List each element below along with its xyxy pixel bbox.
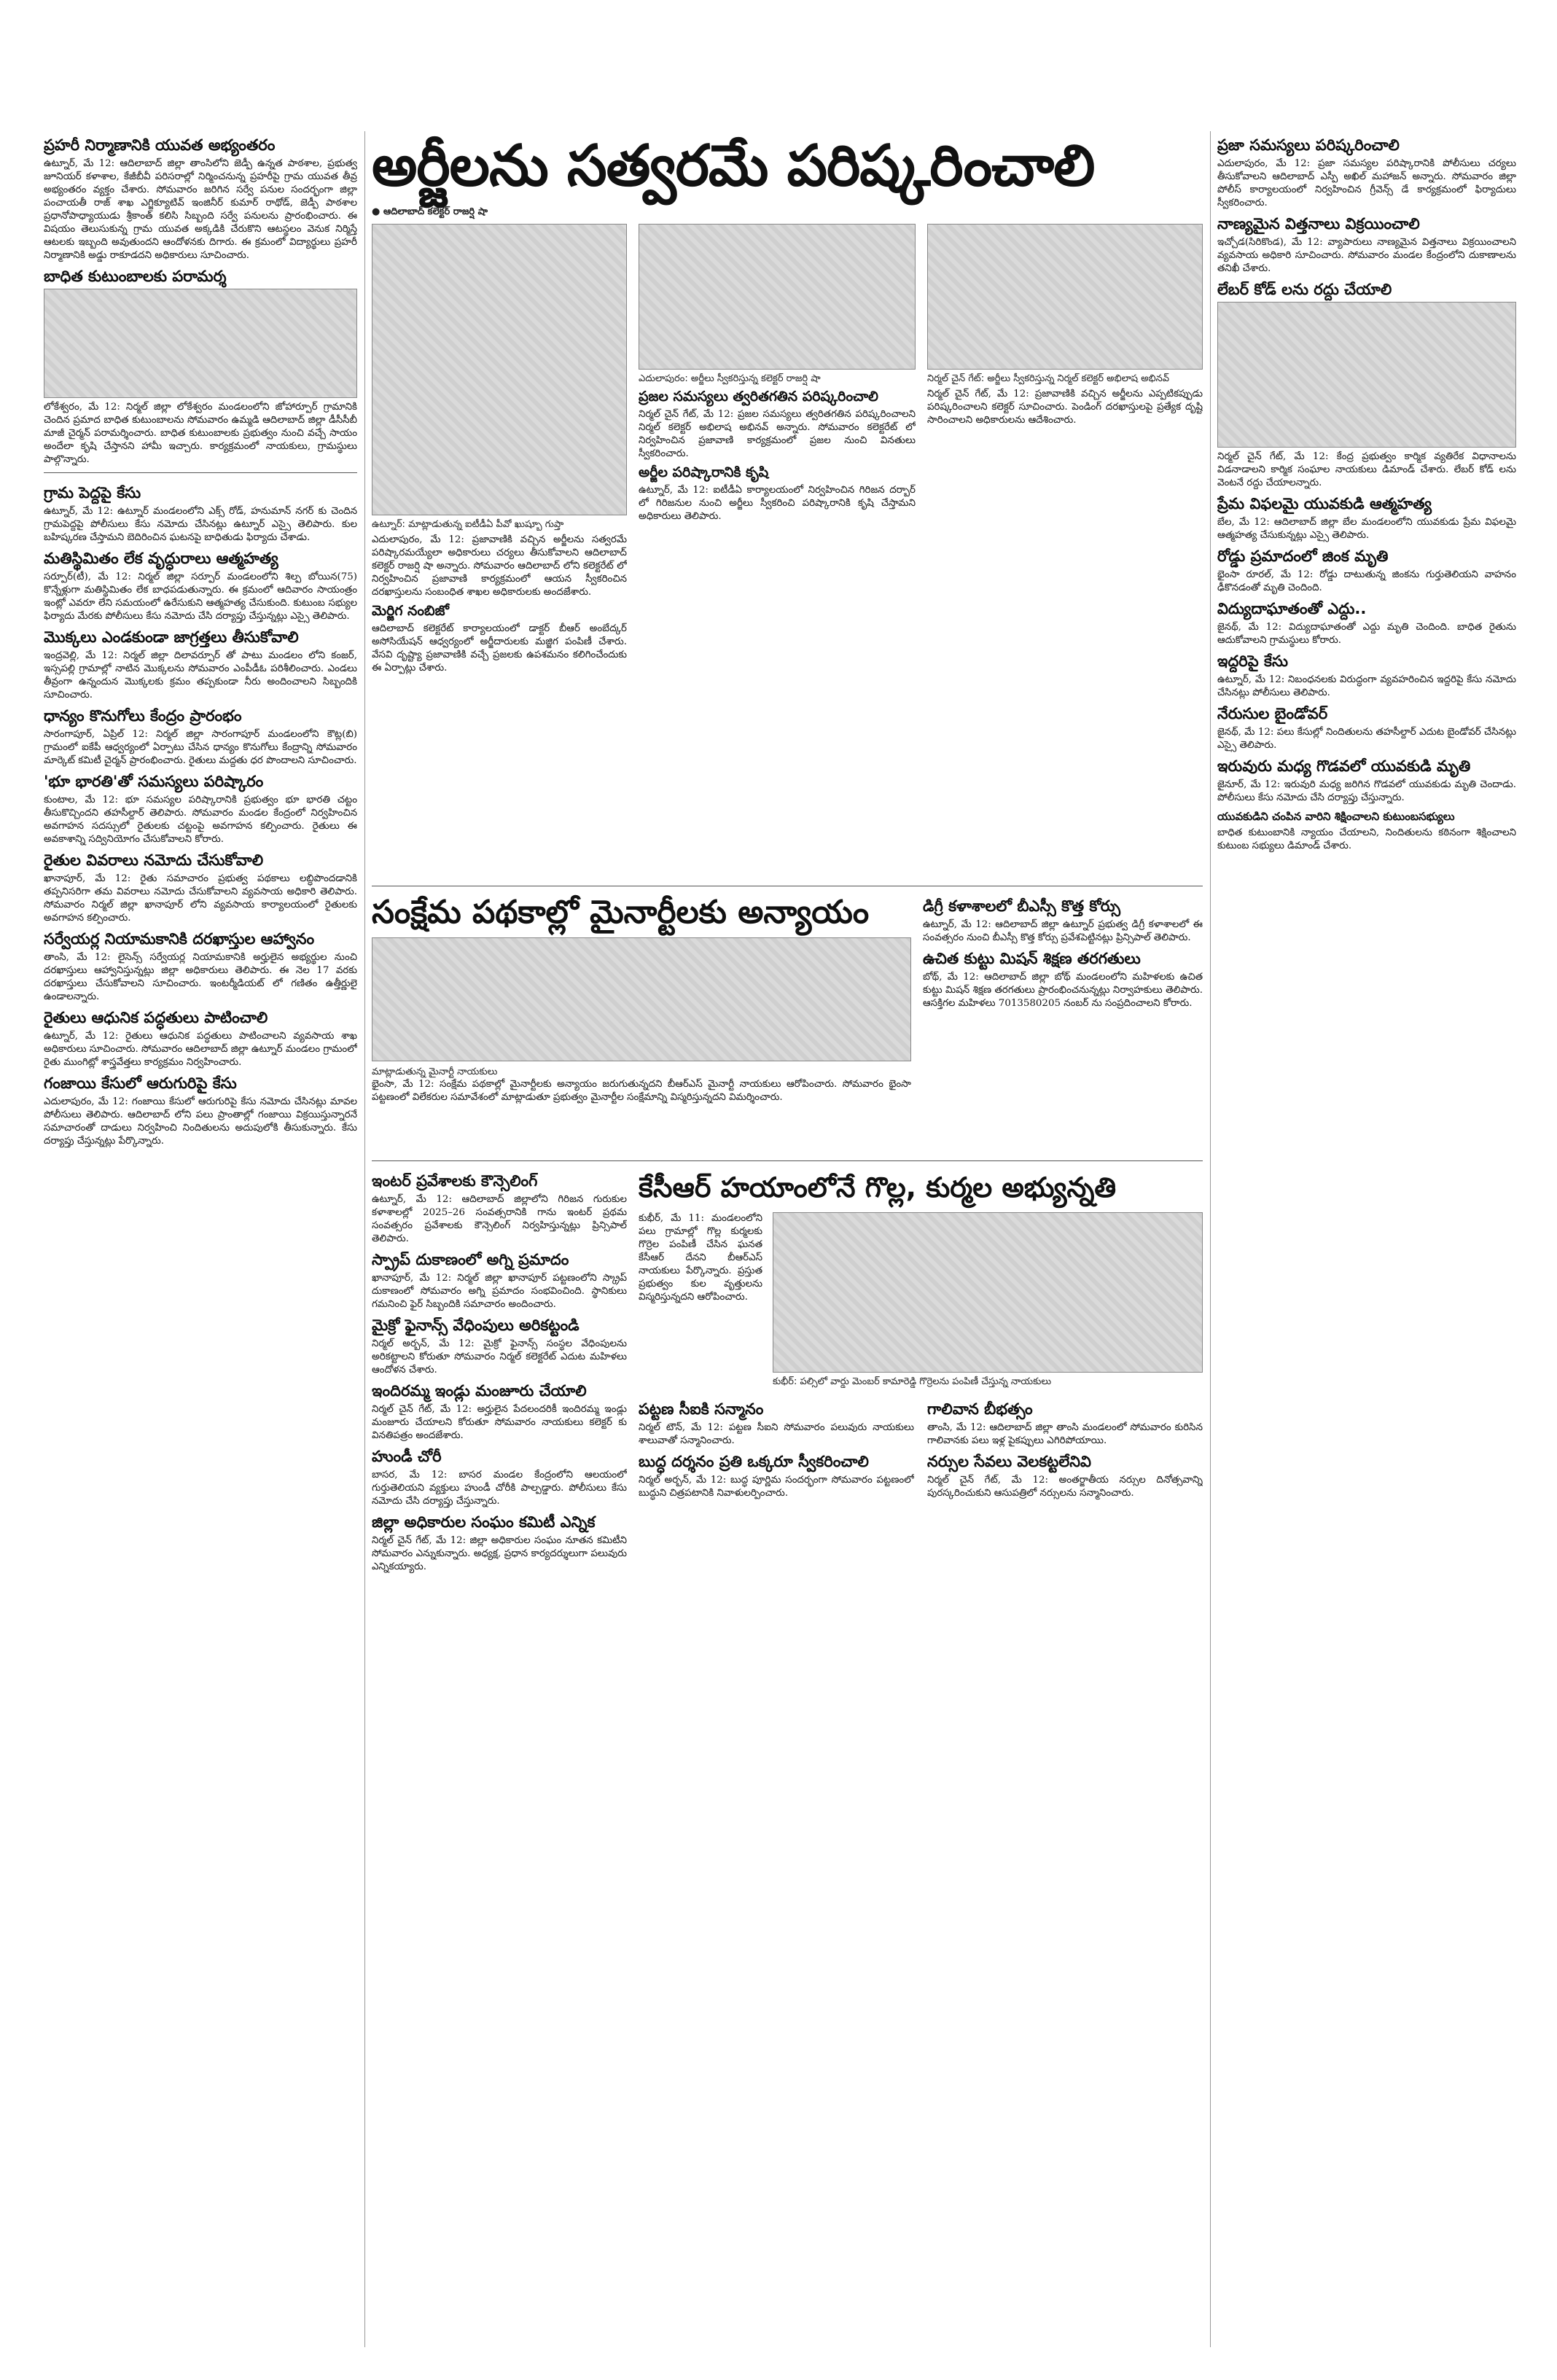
article-body: తాంసి, మే 12: ఆదిలాబాద్ జిల్లా తాంసి మండలంలో సోమవారం కురిసిన గాలివానకు పలు ఇళ్ల పైకప్పులు ఎగిరిపోయాయి. [927, 1422, 1203, 1446]
article-body: ఖానాపూర్, మే 12: నిర్మల్ జిల్లా ఖానాపూర్ పట్టణంలోని స్క్రాప్ దుకాణంలో సోమవారం అగ్ని ప్రమాదం సంభవించింది. స్థానికులు గమనించి ఫైర్ సిబ్బందికి సమాచారం అందించారు. [372, 1273, 627, 1310]
article-headline: మొక్కలు ఎండకుండా జాగ్రత్తలు తీసుకోవాలి [44, 628, 299, 646]
article-body: నిర్మల్ అర్బన్, మే 12: మైక్రో ఫైనాన్స్ సంస్థల వేధింపులను అరికట్టాలని కోరుతూ సోమవారం నిర్మల్ కలెక్టరేట్ ఎదుట మహిళలు ఆందోళన చేశారు. [372, 1338, 627, 1376]
article-body: సారంగాపూర్, ఏప్రిల్ 12: నిర్మల్ జిల్లా సారంగాపూర్ మండలంలోని కౌట్ల(బి) గ్రామంలో ఐకేపీ ఆధ్వర్యంలో ఏర్పాటు చేసిన ధాన్యం కొనుగోలు కేంద్రాన్ని సోమవారం మార్కెట్ కమిటీ చైర్మన్ ప్రారంభించారు. రైతులు మద్దతు ధర పొందాలని సూచించారు. [44, 729, 357, 766]
lower-right [639, 1167, 1203, 2347]
article-body: ఎదులాపురం, మే 12: గంజాయి కేసులో ఆరుగురిపై కేసు నమోదు చేసినట్లు మావల పోలీసులు తెలిపారు. ఆదిలాబాద్ లోని పలు ప్రాంతాల్లో గంజాయి విక్రయిస్తున్నారనే సమాచారంతో దాడులు నిర్వహించి నిందితులను అదుపులోకి తీసుకున్నారు. కేసు దర్యాప్తు చేస్తున్నట్లు పేర్కొన్నారు. [44, 1096, 357, 1147]
article [44, 545, 357, 623]
article-body: నిర్మల్ చైన్ గేట్, మే 12: జిల్లా అధికారుల సంఘం నూతన కమిటీని సోమవారం ఎన్నుకున్నారు. అధ్యక్ష, ప్రధాన కార్యదర్శులుగా పలువురు ఎన్నికయ్యారు. [372, 1535, 627, 1572]
lead-headline: అర్జీలను సత్వరమే పరిష్కరించాలి [372, 133, 1095, 199]
left-column [44, 131, 357, 2347]
lower-left [372, 1167, 627, 2347]
article-body: ఉట్నూర్, మే 12: ఆదిలాబాద్ జిల్లా ఉట్నూర్ ప్రభుత్వ డిగ్రీ కళాశాలలో ఈ సంవత్సరం నుంచి బీఎస్సీ కొత్త కోర్సు ప్రవేశపెట్టినట్లు ప్రిన్సిపాల్ తెలిపారు. [923, 919, 1203, 943]
article-body: కుభీర్, మే 11: మండలంలోని పలు గ్రామాల్లో గొల్ల కుర్మలకు గొర్రెల పంపిణీ చేసిన ఘనత కేసీఆర్ దేనని బీఆర్ఎస్ నాయకులు పేర్కొన్నారు. ప్రస్తుత ప్రభుత్వం కుల వృత్తులను విస్మరిస్తున్నదని ఆరోపించారు. [639, 1213, 762, 1303]
article-headline: గాలివాన బీభత్సం [927, 1400, 1033, 1418]
article-headline: జిల్లా అధికారుల సంఘం కమిటీ ఎన్నిక [372, 1513, 596, 1531]
article-body: నిర్మల్ చైన్ గేట్, మే 12: ప్రజావాణికి వచ్చిన అర్జీలను ఎప్పటికప్పుడు పరిష్కరించాలని కలెక్టర్ సూచించారు. పెండింగ్ దరఖాస్తులపై ప్రత్యేక దృష్టి సారించాలని అధికారులను ఆదేశించారు. [927, 389, 1203, 426]
article [44, 479, 357, 545]
column-rule [1210, 131, 1211, 2347]
article-body: నిర్మల్ చైన్ గేట్, మే 12: కేంద్ర ప్రభుత్వం కార్మిక వ్యతిరేక విధానాలను విడనాడాలని కార్మిక సంఘాల నాయకులు డిమాండ్ చేశారు. లేబర్ కోడ్ లను వెంటనే రద్దు చేయాలన్నారు. [1217, 451, 1516, 488]
article-body: భైంసా రూరల్, మే 12: రోడ్డు దాటుతున్న జింకను గుర్తుతెలియని వాహనం ఢీకొనడంతో మృతి చెందింది. [1217, 569, 1516, 593]
newspaper-page [44, 131, 1516, 2347]
article [44, 702, 357, 768]
lower-right-col-a [639, 1395, 914, 1500]
minority-story [372, 892, 1203, 1155]
article-headline: హుండీ చోరీ [372, 1448, 442, 1465]
article-headline: ప్రేమ విఫలమై యువకుడి ఆత్మహత్య [1217, 495, 1432, 512]
article [44, 768, 357, 846]
article-body: బాధిత కుటుంబానికి న్యాయం చేయాలని, నిందితులను కఠినంగా శిక్షించాలని కుటుంబ సభ్యులు డిమాండ్ చేశారు. [1217, 827, 1516, 851]
article-headline: రైతులు ఆధునిక పద్ధతులు పాటించాలి [44, 1009, 268, 1026]
article [44, 1004, 357, 1069]
article-body: బోథ్, మే 12: ఆదిలాబాద్ జిల్లా బోథ్ మండలంలోని మహిళలకు ఉచిత కుట్టు మిషన్ శిక్షణ తరగతులు ప్రారంభించనున్నట్లు నిర్వాహకులు తెలిపారు. ఆసక్తిగల మహిళలు 7013580205 నంబర్ ను సంప్రదించాలని కోరారు. [923, 972, 1203, 1009]
lead-middle [639, 224, 916, 880]
news-photo [372, 224, 627, 515]
lead-story [372, 224, 1203, 880]
article-body: నిర్మల్ చైన్ గేట్, మే 12: అంతర్జాతీయ నర్సుల దినోత్సవాన్ని పురస్కరించుకుని ఆసుపత్రిలో నర్సులను సన్మానించారు. [927, 1475, 1203, 1499]
article-body: బేల, మే 12: ఆదిలాబాద్ జిల్లా బేల మండలంలోని యువకుడు ప్రేమ విఫలమై ఆత్మహత్య చేసుకున్నట్లు ఎస్సై తెలిపారు. [1217, 517, 1516, 541]
article-body: తాంసి, మే 12: లైసెన్స్ సర్వేయర్ల నియామకానికి అర్హులైన అభ్యర్థుల నుంచి దరఖాస్తులు ఆహ్వానిస్తున్నట్లు జిల్లా అధికారులు తెలిపారు. ఈ నెల 17 వరకు దరఖాస్తులు చేసుకోవాలని సూచించారు. ఇంటర్మీడియట్ లో గణితం ఉత్తీర్ణులై ఉండాలన్నారు. [44, 952, 357, 1002]
article-headline: ప్రహరీ నిర్మాణానికి యువత అభ్యంతరం [44, 136, 276, 154]
article-headline: సర్వేయర్ల నియామకానికి దరఖాస్తుల ఆహ్వానం [44, 930, 315, 948]
article-headline: గంజాయి కేసులో ఆరుగురిపై కేసు [44, 1074, 237, 1092]
article-headline: ఉచిత కుట్టు మిషన్ శిక్షణ తరగతులు [923, 950, 1141, 967]
article-headline: గ్రామ పెద్దపై కేసు [44, 484, 141, 502]
photo-caption: ఎదులాపురం: అర్జీలు స్వీకరిస్తున్న కలెక్టర్ రాజర్షి షా [639, 373, 821, 384]
article [1217, 131, 1516, 210]
article-headline: నర్సుల సేవలు వెలకట్టలేనివి [927, 1453, 1091, 1470]
divider [44, 472, 357, 473]
article-body: కుంటాల, మే 12: భూ సమస్యల పరిష్కారానికి ప్రభుత్వం భూ భారతి చట్టం తీసుకొచ్చిందని తహసీల్దార్ తెలిపారు. సోమవారం మండల కేంద్రంలో నిర్వహించిన అవగాహన సదస్సులో రైతులకు చట్టంపై అవగాహన కల్పించారు. రైతులు ఈ అవకాశాన్ని సద్వినియోగం చేసుకోవాలని కోరారు. [44, 795, 357, 845]
news-photo [639, 224, 916, 370]
article [1217, 700, 1516, 752]
right-column [1217, 131, 1516, 2347]
photo-caption: కుభీర్: పల్సిలో వార్డు మెంబర్ కామారెడ్డి గొర్రెలను పంపిణీ చేస్తున్న నాయకులు [773, 1376, 1052, 1387]
article-headline: ఇరువురు మధ్య గొడవలో యువకుడి మృతి [1217, 757, 1471, 775]
news-photo [372, 937, 911, 1061]
article-body: నిర్మల్ చైన్ గేట్, మే 12: ప్రజల సమస్యలు త్వరితగతిన పరిష్కరించాలని నిర్మల్ కలెక్టర్ అభిలాష అభినవ్ అన్నారు. సోమవారం కలెక్టరేట్ లో నిర్వహించిన ప్రజావాణి కార్యక్రమంలో ప్రజల నుంచి వినతులు స్వీకరించారు. [639, 409, 916, 459]
article-body: ఉట్నూర్, మే 12: ఆదిలాబాద్ జిల్లాలోని గిరిజన గురుకుల కళాశాలల్లో 2025–26 సంవత్సరానికి గాను ఇంటర్ ప్రథమ సంవత్సరం ప్రవేశాలకు కౌన్సెలింగ్ నిర్వహిస్తున్నట్లు ప్రిన్సిపాల్ తెలిపారు. [372, 1194, 627, 1244]
article-body: ఉట్నూర్, మే 12: నిబంధనలకు విరుద్ధంగా వ్యవహరించిన ఇద్దరిపై కేసు నమోదు చేసినట్లు పోలీసులు తెలిపారు. [1217, 674, 1516, 698]
article-body: బాసర, మే 12: బాసర మండల కేంద్రంలోని ఆలయంలో గుర్తుతెలియని వ్యక్తులు హుండీ చోరీకి పాల్పడ్డారు. పోలీసులు కేసు నమోదు చేసి దర్యాప్తు చేస్తున్నారు. [372, 1470, 627, 1507]
article-headline: ఇద్దరిపై కేసు [1217, 652, 1288, 670]
news-photo [773, 1212, 1203, 1373]
article-headline: నేరుసుల బైండోవర్ [1217, 705, 1328, 722]
minority-main [372, 892, 911, 1155]
article-body: జైనథ్, మే 12: పలు కేసుల్లో నిందితులను తహసీల్దార్ ఎదుట బైండోవర్ చేసినట్లు ఎస్సై తెలిపారు. [1217, 727, 1516, 751]
article [1217, 647, 1516, 700]
news-photo [1217, 302, 1516, 448]
article-body: నిర్మల్ చైన్ గేట్, మే 12: అర్హులైన పేదలందరికీ ఇందిరమ్మ ఇండ్లు మంజూరు చేయాలని కోరుతూ సోమవారం నాయకులు కలెక్టర్ కు వినతిపత్రం అందజేశారు. [372, 1404, 627, 1441]
article-body: భైంసా, మే 12: సంక్షేమ పథకాల్లో మైనార్టీలకు అన్యాయం జరుగుతున్నదని బీఆర్ఎస్ మైనార్టీ నాయకులు ఆరోపించారు. సోమవారం భైంసా పట్టణంలో విలేకరుల సమావేశంలో మాట్లాడుతూ ప్రభుత్వం మైనార్టీల సంక్షేమాన్ని విస్మరిస్తున్నదని విమర్శించారు. [372, 1079, 911, 1103]
article [1217, 542, 1516, 595]
article [44, 1069, 357, 1148]
article-headline: ఇంటర్ ప్రవేశాలకు కౌన్సెలింగ్ [372, 1172, 538, 1190]
article-headline: రైతుల వివరాలు నమోదు చేసుకోవాలి [44, 851, 264, 869]
article [44, 925, 357, 1004]
sub-headline: అర్జీల పరిష్కారానికి కృషి [639, 464, 769, 480]
article-headline: ఇందిరమ్మ ఇండ్లు మంజూరు చేయాలి [372, 1382, 587, 1400]
article-body: ఉట్నూర్, మే 12: ఆదిలాబాద్ జిల్లా తాంసిలోని జెడ్పీ ఉన్నత పాఠశాల, ప్రభుత్వ జూనియర్ కళాశాల, కేజీబీవీ పరిసరాల్లో నిర్మించనున్న ప్రహరీపై గ్రామ యువత తీవ్ర అభ్యంతరం వ్యక్తం చేశారు. సోమవారం జరిగిన సర్వే పనుల సందర్భంగా జిల్లా పంచాయతీ రాజ్ శాఖ ఎగ్జిక్యూటివ్ ఇంజినీర్ కుమార్ రాథోడ్, జెడ్పీ పాఠశాల ప్రధానోపాధ్యాయుడు శ్రీకాంత్ కలిసి సిబ్బంది సర్వే పనులను ప్రారంభించారు. ఈ విషయం తెలుసుకున్న గ్రామ యువత అక్కడికి చేరుకొని ఆటస్థలం వెనుక నిర్మిస్తే ఆటలకు ఇబ్బంది అవుతుందని ఆందోళనకు దిగారు. ఈ క్రమంలో విద్యార్థులు ప్రహరీ నిర్మాణానికి అడ్డు రాకూడదని అధికారులు సూచించారు. [44, 158, 357, 261]
article [1217, 490, 1516, 542]
article [44, 846, 357, 925]
kcr-story [639, 1212, 1203, 1388]
article-headline: 'భూ భారతి'తో సమస్యలు పరిష్కారం [44, 773, 264, 790]
article-body: ఖానాపూర్, మే 12: రైతు సమాచారం ప్రభుత్వ పథకాలు లబ్ధిపొందడానికి తప్పనిసరిగా తమ వివరాలు నమోదు చేసుకోవాలని వ్యవసాయ అధికారి తెలిపారు. సోమవారం నిర్మల్ జిల్లా ఖానాపూర్ లోని వ్యవసాయ కార్యాలయంలో రైతులకు అవగాహన కల్పించారు. [44, 873, 357, 924]
article-body: నిర్మల్ అర్బన్, మే 12: బుద్ధ పూర్ణిమ సందర్భంగా సోమవారం పట్టణంలో బుద్ధుని చిత్రపటానికి నివాళులర్పించారు. [639, 1475, 914, 1499]
article [1217, 276, 1516, 490]
news-photo [44, 289, 357, 398]
photo-caption: నిర్మల్ చైన్ గేట్: అర్జీలు స్వీకరిస్తున్న నిర్మల్ కలెక్టర్ అభిలాష అభినవ్ [927, 373, 1169, 384]
center-columns [372, 131, 1203, 2347]
lead-byline: ● ఆదిలాబాద్ కలెక్టర్ రాజర్షి షా [372, 206, 1203, 218]
article [1217, 595, 1516, 647]
lead-right [927, 224, 1203, 880]
article-body: ఎదులాపురం, మే 12: ప్రజా సమస్యల పరిష్కారానికి పోలీసులు చర్యలు తీసుకోవాలని ఆదిలాబాద్ ఎస్పీ అఖిల్ మహాజన్ అన్నారు. సోమవారం జిల్లా పోలీస్ కార్యాలయంలో నిర్వహించిన గ్రీవెన్స్ డే కార్యక్రమంలో ఫిర్యాదులు స్వీకరించారు. [1217, 158, 1516, 208]
minority-side [923, 892, 1203, 1155]
article-body: ఉట్నూర్, మే 12: ఐటీడీఏ కార్యాలయంలో నిర్వహించిన గిరిజన దర్బార్ లో గిరిజనుల నుంచి అర్జీలు స్వీకరించి పరిష్కారానికి కృషి చేస్తామని అధికారులు తెలిపారు. [639, 485, 916, 522]
article-body: ఉట్నూర్, మే 12: రైతులు ఆధునిక పద్ధతులు పాటించాలని వ్యవసాయ శాఖ అధికారులు సూచించారు. సోమవారం ఆదిలాబాద్ జిల్లా ఉట్నూర్ మండలం గ్రామంలో రైతు ముంగిట్లో శాస్త్రవేత్తలు కార్యక్రమం నిర్వహించారు. [44, 1031, 357, 1068]
article [1217, 210, 1516, 276]
article-body: నిర్మల్ టౌన్, మే 12: పట్టణ సీఐని సోమవారం పలువురు నాయకులు శాలువాతో సన్మానించారు. [639, 1422, 914, 1446]
article-body: ఇచ్చోడ(సిరికొండ), మే 12: వ్యాపారులు నాణ్యమైన విత్తనాలు విక్రయించాలని వ్యవసాయ అధికారి సూచించారు. సోమవారం మండల కేంద్రంలోని దుకాణాలను తనిఖీ చేశారు. [1217, 237, 1516, 274]
kcr-text [639, 1212, 762, 1388]
column-rule [364, 131, 365, 2347]
article [1217, 805, 1516, 853]
article-headline: డిగ్రీ కళాశాలలో బీఎస్సీ కొత్త కోర్సు [923, 897, 1121, 915]
minority-headline: సంక్షేమ పథకాల్లో మైనార్టీలకు అన్యాయం [372, 894, 870, 931]
article-body: ఉట్నూర్, మే 12: ఉట్నూర్ మండలంలోని ఎక్స్ రోడ్, హనుమాన్ నగర్ కు చెందిన గ్రామపెద్దపై పోలీసులు కేసు నమోదు చేసినట్లు ఉట్నూర్ ఎస్సై తెలిపారు. కుల బహిష్కరణ చేస్తామని బెదిరించిన ఘటనపై బాధితుడు ఫిర్యాదు చేశాడు. [44, 506, 357, 543]
article-headline: నాణ్యమైన విత్తనాలు విక్రయించాలి [1217, 215, 1420, 233]
article-body: లోకేశ్వరం, మే 12: నిర్మల్ జిల్లా లోకేశ్వరం మండలంలోని జోహార్పూర్ గ్రామానికి చెందిన ప్రమాద బాధిత కుటుంబాలను సోమవారం ఉమ్మడి ఆదిలాబాద్ జిల్లా డీసీసీబీ మాజీ చైర్మన్ పరామర్శించారు. బాధిత కుటుంబాలకు ప్రభుత్వం నుంచి వచ్చే సాయం అందేలా కృషి చేస్తానని హామీ ఇచ్చారు. కార్యక్రమంలో నాయకులు, గ్రామస్థులు పాల్గొన్నారు. [44, 402, 357, 465]
sub-headline: ప్రజల సమస్యలు త్వరితగతిన పరిష్కరించాలి [639, 389, 878, 405]
article-headline: పట్టణ సీఐకి సన్మానం [639, 1400, 764, 1418]
news-photo [927, 224, 1203, 370]
article-headline: రోడ్డు ప్రమాదంలో జింక మృతి [1217, 547, 1389, 565]
lower-section [372, 1167, 1203, 2347]
article [44, 623, 357, 702]
article-headline: స్ప్రాప్ దుకాణంలో అగ్ని ప్రమాదం [372, 1251, 569, 1268]
photo-caption: మాట్లాడుతున్న మైనార్టీ నాయకులు [372, 1066, 498, 1077]
article [44, 262, 357, 467]
article-headline: ధాన్యం కొనుగోలు కేంద్రం ప్రారంభం [44, 707, 242, 725]
article-headline: మతిస్థిమితం లేక వృద్ధురాలు ఆత్మహత్య [44, 550, 278, 567]
photo-caption: ఉట్నూర్: మాట్లాడుతున్న ఐటీడీఏ పీవో ఖుష్బూ గుప్తా [372, 519, 564, 530]
kcr-photo-block [773, 1212, 1203, 1388]
article-headline: మైక్రో ఫైనాన్స్ వేధింపులు అరికట్టండి [372, 1316, 580, 1334]
article-body: ఆదిలాబాద్ కలెక్టరేట్ కార్యాలయంలో డాక్టర్ బీఆర్ అంబేద్కర్ అసోసియేషన్ ఆధ్వర్యంలో అర్జీదారులకు మజ్జిగ పంపిణీ చేశారు. వేసవి దృష్ట్యా ప్రజావాణికి వచ్చే ప్రజలకు ఉపశమనం కలిగించేందుకు ఈ ఏర్పాట్లు చేశారు. [372, 623, 627, 674]
article-headline: విద్యుదాఘాతంతో ఎద్దు.. [1217, 600, 1367, 617]
article-headline: ప్రజా సమస్యలు పరిష్కరించాలి [1217, 136, 1400, 154]
article-body: జైనూర్, మే 12: ఇరువురి మధ్య జరిగిన గొడవలో యువకుడు మృతి చెందాడు. పోలీసులు కేసు నమోదు చేసి దర్యాప్తు చేస్తున్నారు. [1217, 779, 1516, 803]
article-body: సర్పూర్(టీ), మే 12: నిర్మల్ జిల్లా సర్పూర్ మండలంలోని శిల్ప బోయిన(75) కొన్నేళ్లుగా మతిస్థిమితం లేక బాధపడుతున్నారు. ఈ క్రమంలో ఆదివారం సాయంత్రం ఇంట్లో ఎవరూ లేని సమయంలో ఉరేసుకుని ఆత్మహత్య చేసుకుంది. కుటుంబ సభ్యుల ఫిర్యాదు మేరకు పోలీసులు కేసు నమోదు చేసి దర్యాప్తు చేస్తున్నట్లు ఎస్సై తెలిపారు. [44, 571, 357, 622]
article-body: ఎదులాపురం, మే 12: ప్రజావాణికి వచ్చిన అర్జీలను సత్వరమే పరిష్కారమయ్యేలా అధికారులు చర్యలు తీసుకోవాలని ఆదిలాబాద్ కలెక్టర్ రాజర్షి షా అన్నారు. సోమవారం ఆదిలాబాద్ లోని కలెక్టరేట్ లో నిర్వహించిన ప్రజావాణి కార్యక్రమంలో ఆయన స్వీకరించిన దరఖాస్తులను సంబంధిత శాఖల అధికారులకు అందజేశారు. [372, 534, 627, 598]
article-headline: బాధిత కుటుంబాలకు పరామర్శ [44, 268, 227, 285]
article-body: జైనథ్, మే 12: విద్యుదాఘాతంతో ఎద్దు మృతి చెందింది. బాధిత రైతును ఆదుకోవాలని గ్రామస్థులు కోరారు. [1217, 622, 1516, 646]
article-headline: లేబర్ కోడ్ లను రద్దు చేయాలి [1217, 281, 1392, 298]
divider [372, 1160, 1203, 1161]
lower-right-col-b [927, 1395, 1203, 1500]
kcr-headline: కేసీఆర్ హయాంలోనే గొల్ల, కుర్మల అభ్యున్నతి [639, 1171, 1117, 1203]
article-body: ఇంద్రవెల్లి, మే 12: నిర్మల్ జిల్లా దిలావర్పూర్ తో పాటు మండలం లోని కంజర్, ఇస్సపల్లి గ్రామాల్లో నాటిన మొక్కలను సోమవారం ఎంపీడీఓ పరిశీలించారు. ఎండలు తీవ్రంగా ఉన్నందున మొక్కలకు క్రమం తప్పకుండా నీరు అందించాలని సిబ్బందికి సూచించారు. [44, 650, 357, 701]
article [1217, 752, 1516, 805]
lower-right-grid [639, 1395, 1203, 1500]
lead-left [372, 224, 627, 880]
article [44, 131, 357, 262]
article-headline: బుద్ధ దర్శనం ప్రతి ఒక్కరూ స్వీకరించాలి [639, 1453, 869, 1470]
sub-headline: మెర్జిగ నంబిజో [372, 603, 450, 619]
article-headline: యువకుడిని చంపిన వారిని శిక్షించాలని కుటుంబసభ్యులు [1217, 810, 1455, 823]
